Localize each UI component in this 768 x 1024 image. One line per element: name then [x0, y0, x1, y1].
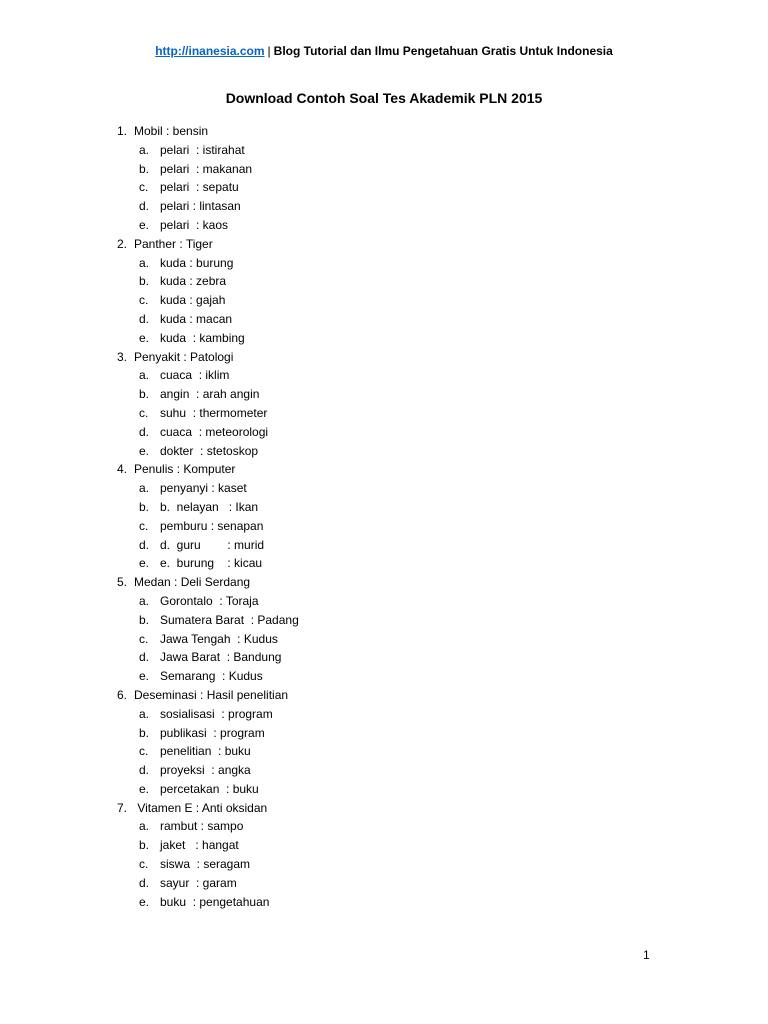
option-item	[0, 611, 768, 630]
option-text: proyeksi : angka	[160, 763, 251, 778]
option-letter: b.	[139, 387, 150, 402]
option-item	[0, 630, 768, 649]
question-item	[0, 348, 768, 461]
option-letter: e.	[139, 443, 150, 458]
question-number: 1.	[117, 124, 128, 138]
option-letter: d.	[139, 424, 150, 439]
option-list	[0, 141, 768, 235]
option-letter: b.	[139, 725, 150, 740]
header-separator: |	[267, 44, 271, 58]
option-letter: e.	[139, 556, 150, 571]
option-text: suhu : thermometer	[160, 405, 268, 420]
option-letter: c.	[139, 405, 149, 420]
option-letter: d.	[139, 875, 150, 890]
option-item	[0, 216, 768, 235]
option-item	[0, 817, 768, 836]
question-line	[0, 348, 768, 367]
option-text: penelitian : buku	[160, 744, 251, 759]
option-item	[0, 160, 768, 179]
option-item	[0, 498, 768, 517]
option-item	[0, 761, 768, 780]
option-item	[0, 893, 768, 912]
option-list	[0, 592, 768, 686]
option-text: pelari : istirahat	[160, 142, 245, 157]
question-number: 2.	[117, 236, 128, 251]
option-item	[0, 648, 768, 667]
option-letter: d.	[139, 650, 150, 665]
option-letter: a.	[139, 255, 150, 270]
option-text: Sumatera Barat : Padang	[160, 612, 299, 627]
option-item	[0, 780, 768, 799]
option-letter: e.	[139, 217, 150, 232]
option-letter: c.	[139, 518, 149, 533]
question-number: 4.	[117, 462, 128, 477]
option-text: angin : arah angin	[160, 387, 260, 402]
option-item	[0, 554, 768, 573]
option-text: percetakan : buku	[160, 781, 259, 796]
option-text: penyanyi : kaset	[160, 481, 247, 496]
question-number: 7.	[117, 800, 128, 815]
question-text: Deseminasi : Hasil penelitian	[134, 687, 289, 702]
option-item	[0, 272, 768, 291]
question-line	[0, 573, 768, 592]
option-letter: a.	[139, 142, 150, 157]
question-number: 6.	[117, 687, 128, 702]
option-text: siswa : seragam	[160, 857, 251, 872]
option-item	[0, 836, 768, 855]
option-item	[0, 442, 768, 461]
option-item	[0, 705, 768, 724]
question-item	[0, 686, 768, 799]
option-letter: c.	[139, 631, 149, 646]
option-item	[0, 366, 768, 385]
option-text: rambut : sampo	[160, 819, 244, 834]
question-item	[0, 235, 768, 348]
option-item	[0, 404, 768, 423]
question-item	[0, 122, 768, 235]
option-letter: a.	[139, 368, 150, 383]
option-item	[0, 724, 768, 743]
option-item	[0, 479, 768, 498]
question-line	[0, 686, 768, 705]
option-text: Gorontalo : Toraja	[160, 593, 259, 608]
question-line	[0, 460, 768, 479]
option-letter: d.	[139, 311, 150, 326]
option-list	[0, 254, 768, 348]
page-number: 1	[643, 948, 650, 962]
option-text: buku : pengetahuan	[160, 894, 270, 909]
option-text: kuda : kambing	[160, 330, 245, 345]
option-text: pelari : sepatu	[160, 180, 239, 195]
option-letter: e.	[139, 894, 150, 909]
option-letter: c.	[139, 857, 149, 872]
option-item	[0, 385, 768, 404]
site-link[interactable]: http://inanesia.com	[155, 44, 265, 58]
option-letter: d.	[139, 537, 150, 552]
option-letter: b.	[139, 274, 150, 289]
option-item	[0, 141, 768, 160]
question-number: 5.	[117, 575, 128, 590]
option-letter: d.	[139, 763, 150, 778]
question-item	[0, 573, 768, 686]
option-text: d. guru : murid	[160, 537, 265, 552]
question-text: Penyakit : Patologi	[134, 349, 234, 364]
option-text: kuda : macan	[160, 311, 233, 326]
option-text: Jawa Tengah : Kudus	[160, 631, 278, 646]
option-text: kuda : burung	[160, 255, 234, 270]
option-item	[0, 536, 768, 555]
option-list	[0, 705, 768, 799]
option-letter: c.	[139, 293, 149, 308]
option-text: pemburu : senapan	[160, 518, 264, 533]
option-item	[0, 254, 768, 273]
option-text: cuaca : iklim	[160, 368, 230, 383]
question-number: 3.	[117, 349, 128, 364]
option-item	[0, 874, 768, 893]
option-item	[0, 197, 768, 216]
option-letter: d.	[139, 199, 150, 214]
option-letter: a.	[139, 481, 150, 496]
question-item	[0, 460, 768, 573]
page-header	[0, 44, 768, 58]
option-text: sayur : garam	[160, 875, 237, 890]
option-text: jaket : hangat	[160, 838, 239, 853]
option-letter: a.	[139, 593, 150, 608]
option-letter: b.	[139, 499, 150, 514]
option-letter: b.	[139, 161, 150, 176]
option-text: Jawa Barat : Bandung	[160, 650, 282, 665]
question-list	[0, 122, 768, 911]
option-item	[0, 329, 768, 348]
option-text: pelari : kaos	[160, 217, 229, 232]
option-text: cuaca : meteorologi	[160, 424, 269, 439]
option-text: sosialisasi : program	[160, 706, 273, 721]
question-line	[0, 235, 768, 254]
option-item	[0, 667, 768, 686]
option-item	[0, 517, 768, 536]
option-letter: c.	[139, 744, 149, 759]
option-letter: b.	[139, 612, 150, 627]
option-item	[0, 310, 768, 329]
option-text: dokter : stetoskop	[160, 443, 259, 458]
header-tagline: Blog Tutorial dan Ilmu Pengetahuan Gratis Untuk Indonesia	[273, 44, 613, 58]
question-line	[0, 799, 768, 818]
option-letter: e.	[139, 781, 150, 796]
option-text: e. burung : kicau	[160, 556, 263, 571]
option-text: pelari : lintasan	[160, 199, 241, 214]
question-line	[0, 122, 768, 141]
option-item	[0, 592, 768, 611]
option-letter: a.	[139, 819, 150, 834]
option-text: Semarang : Kudus	[160, 669, 263, 684]
document-title: Download Contoh Soal Tes Akademik PLN 2015	[225, 90, 543, 106]
option-list	[0, 366, 768, 460]
option-letter: c.	[139, 180, 149, 195]
question-text: Penulis : Komputer	[134, 462, 236, 477]
option-letter: a.	[139, 706, 150, 721]
option-text: publikasi : program	[160, 725, 265, 740]
question-item	[0, 799, 768, 912]
option-text: b. nelayan : Ikan	[160, 499, 259, 514]
option-item	[0, 742, 768, 761]
option-list	[0, 479, 768, 573]
option-item	[0, 423, 768, 442]
question-text: Panther : Tiger	[134, 236, 213, 251]
option-letter: b.	[139, 838, 150, 853]
option-item	[0, 855, 768, 874]
option-letter: e.	[139, 669, 150, 684]
option-item	[0, 291, 768, 310]
question-text: Mobil : bensin	[134, 124, 209, 138]
option-text: kuda : gajah	[160, 293, 226, 308]
option-item	[0, 178, 768, 197]
option-list	[0, 817, 768, 911]
option-text: kuda : zebra	[160, 274, 227, 289]
question-text: Vitamen E : Anti oksidan	[134, 800, 268, 815]
question-text: Medan : Deli Serdang	[134, 575, 251, 590]
option-text: pelari : makanan	[160, 161, 253, 176]
option-letter: e.	[139, 330, 150, 345]
